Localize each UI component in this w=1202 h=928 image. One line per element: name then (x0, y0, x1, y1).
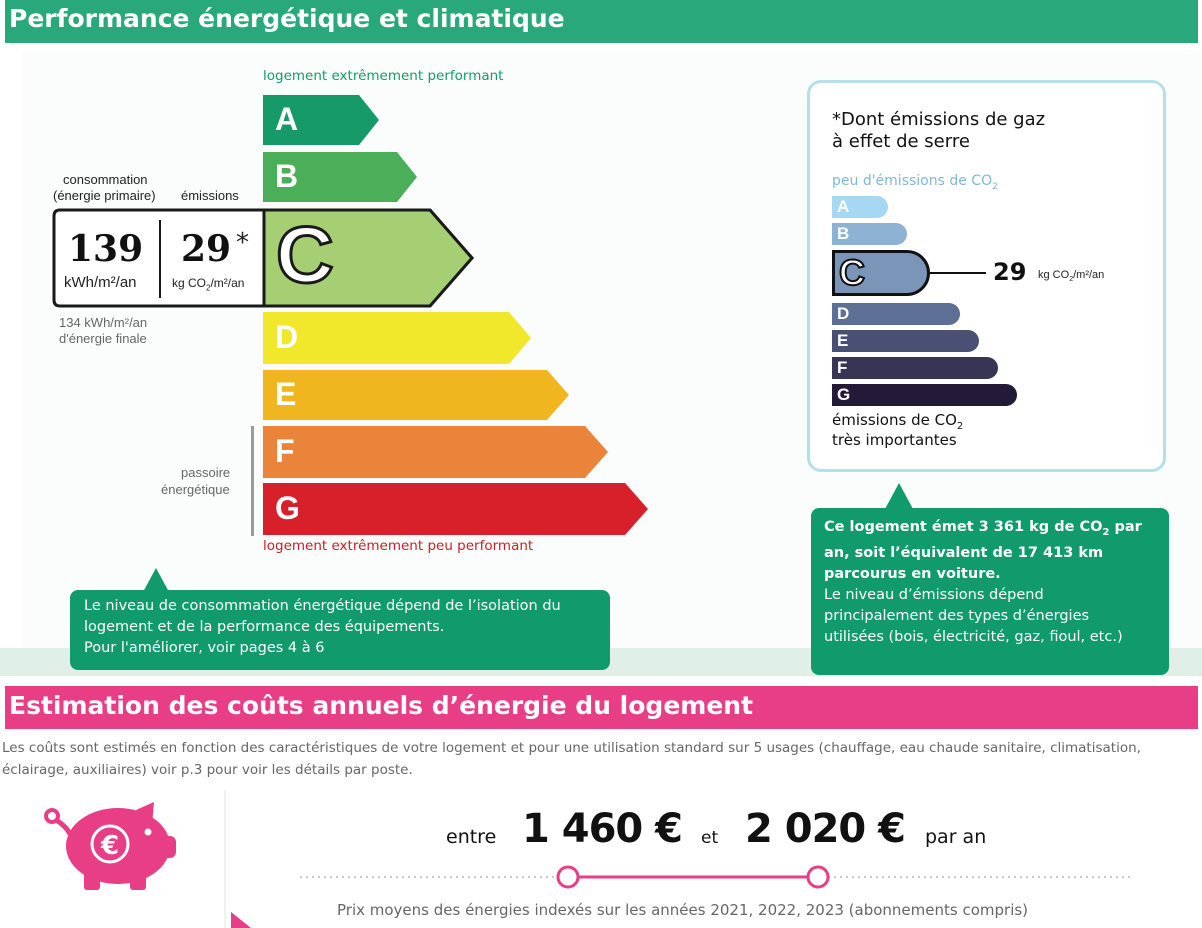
ges-bar-a: A (832, 196, 888, 218)
piggy-bank-icon (44, 800, 178, 890)
costs-intro-line2: éclairage, auxiliaires) voir p.3 pour voir les détails par poste. (2, 762, 413, 778)
cost-between-label: entre (446, 826, 497, 848)
ges-bar-c-current: C (832, 250, 930, 296)
cost-low-value: 1 460 € (522, 806, 683, 852)
dpe-bar-e: E (263, 370, 573, 420)
cost-note: Prix moyens des énergies indexés sur les années 2021, 2022, 2023 (abonnements compris) (337, 901, 1029, 919)
costs-vertical-rule (224, 790, 226, 928)
ges-bar-e: E (832, 330, 979, 352)
costs-title: Estimation des coûts annuels d’énergie du logement (9, 691, 754, 720)
emissions-star: * (236, 228, 249, 258)
ges-top-caption: peu d'émissions de $CO_2$ (832, 173, 998, 192)
cost-high-value: 2 020 € (745, 806, 906, 852)
costs-intro-line1: Les coûts sont estimés en fonction des caractéristiques de votre logement et pour une utilisation standard sur 5 usages (chauffage, eau chaude sanitaire, climatisation, (2, 740, 1141, 756)
performance-section-header (5, 0, 1198, 43)
right-callout-pointer (885, 483, 913, 509)
dpe-top-caption: logement extrêmement performant (263, 68, 504, 84)
emissions-value: 29 (181, 228, 232, 270)
consumption-unit: kWh/m²/an (64, 274, 137, 291)
final-energy-value: 134 kWh/m²/an (59, 315, 148, 330)
costs-section-header (5, 686, 1198, 729)
svg-text:€: € (100, 831, 120, 861)
consumption-label-sub: (énergie primaire) (53, 188, 156, 203)
dpe-bottom-caption: logement extrêmement peu performant (263, 538, 534, 554)
passoire-bracket (251, 426, 254, 536)
ges-bottom-caption: émissions de $CO_2$ (832, 411, 964, 432)
consumption-value: 139 (68, 228, 144, 270)
ges-value-leader (930, 272, 986, 274)
dpe-bar-b: B (263, 152, 421, 202)
emissions-label: émissions (181, 188, 239, 203)
cost-per-year-label: par an (925, 826, 987, 848)
dpe-bar-g: G (263, 483, 653, 535)
ges-bar-g: G (832, 384, 1017, 406)
cost-range-bar (296, 864, 1136, 890)
dpe-current-letter: C (276, 210, 334, 299)
cost-and-label: et (701, 828, 719, 848)
ges-bar-f: F (832, 357, 998, 379)
emissions-callout: Ce logement émet 3 361 kg de $CO_2$ par an, soit l’équivalent de 17 413 km parcourus en voiture. Le niveau d’émissions dépend principalement des types d’énergies utilisées (bois, électricité, gaz, fioul, etc.) (811, 508, 1169, 675)
dpe-bar-f: F (263, 426, 613, 478)
consumption-label: consommation (63, 172, 148, 187)
dpe-bar-a: A (263, 95, 381, 145)
ges-bottom-caption-line2: très importantes (832, 431, 957, 449)
passoire-label: passoire (181, 465, 231, 480)
ges-value: 29 (993, 258, 1027, 286)
emissions-callout-bold-1: Ce logement émet 3 361 kg de $CO_2$ par (824, 519, 1142, 538)
passoire-label-sub: énergétique (161, 482, 230, 497)
ges-unit: kg $CO_2/m^2/an$ (1038, 269, 1105, 284)
dpe-bar-d: D (263, 312, 535, 364)
pink-arrow-icon (231, 912, 253, 928)
emissions-unit: kg $CO_2/m^2/an$ (172, 276, 245, 293)
ges-title: *Dont émissions de gaz (832, 109, 1046, 130)
consumption-callout: Le niveau de consommation énergétique dépend de l’isolation du logement et de la performance des équipements. Pour l'améliorer, voir pages 4 à 6 (70, 590, 610, 670)
performance-title: Performance énergétique et climatique (9, 4, 565, 33)
final-energy-label: d'énergie finale (59, 331, 147, 346)
left-callout-pointer (143, 568, 169, 592)
ges-title-line2: à effet de serre (832, 131, 970, 152)
ges-bar-d: D (832, 303, 960, 325)
ges-bar-b: B (832, 223, 907, 245)
ges-card (807, 80, 1166, 472)
